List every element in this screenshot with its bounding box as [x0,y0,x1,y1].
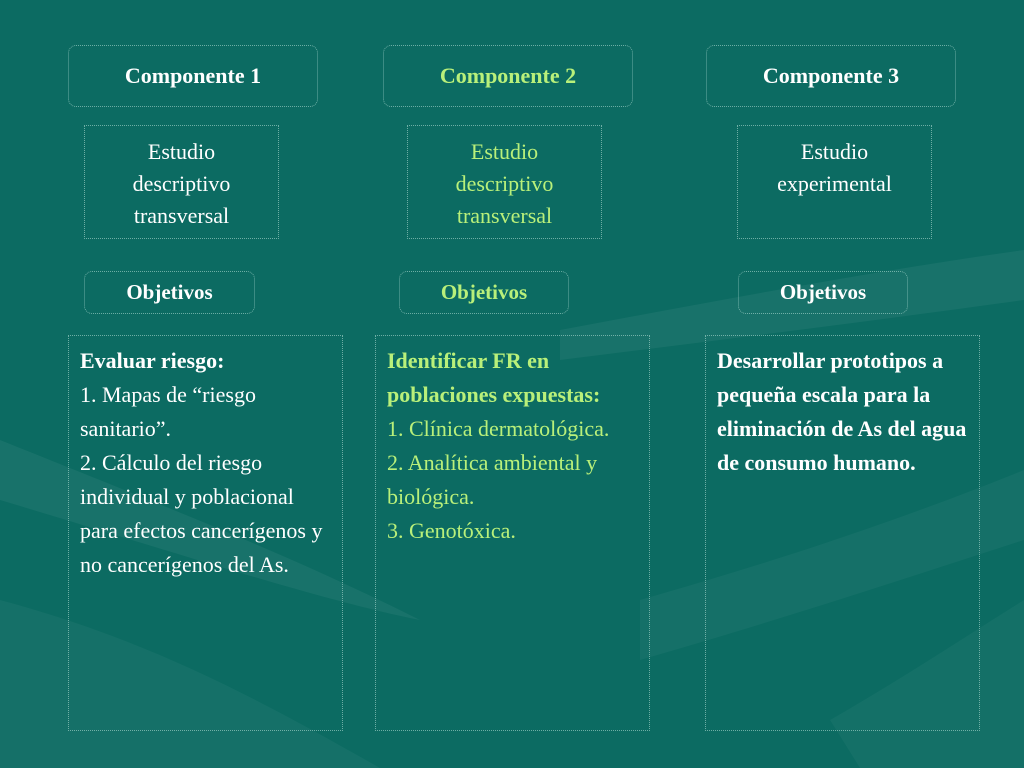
study-line: transversal [133,203,230,228]
component-2-objectives-label: Objetivos [399,271,569,314]
study-line: descriptivo [132,171,231,196]
objectives-title: Desarrollar prototipos a pequeña escala para la eliminación de As del agua de consumo humano. [717,348,967,475]
objectives-item: 3. Genotóxica. [387,518,516,543]
objectives-item: 2. Cálculo del riesgo individual y poblacional para efectos cancerígenos y no cancerígenos del As. [80,450,323,577]
study-line: experimental [777,171,892,196]
component-3-header: Componente 3 [706,45,956,107]
objectives-title: Identificar FR en poblaciones expuestas: [387,348,601,407]
component-1-objectives-content [68,335,343,731]
objectives-title: Evaluar riesgo: [80,348,225,373]
study-line: Estudio [470,139,539,164]
objectives-item: 2. Analítica ambiental y biológica. [387,450,598,509]
study-line: transversal [456,203,553,228]
component-3-objectives-label: Objetivos [738,271,908,314]
component-2-study-type [407,125,602,239]
component-1-study-type [84,125,279,239]
component-1-objectives-label: Objetivos [84,271,255,314]
component-3-study-type [737,125,932,239]
objectives-item: 1. Mapas de “riesgo sanitario”. [80,382,256,441]
study-line: descriptivo [455,171,554,196]
component-2-objectives-content [375,335,650,731]
component-3-objectives-content [705,335,980,731]
component-2-header: Componente 2 [383,45,633,107]
component-1-header: Componente 1 [68,45,318,107]
study-line: Estudio [147,139,216,164]
objectives-item: 1. Clínica dermatológica. [387,416,610,441]
study-line: Estudio [800,139,869,164]
